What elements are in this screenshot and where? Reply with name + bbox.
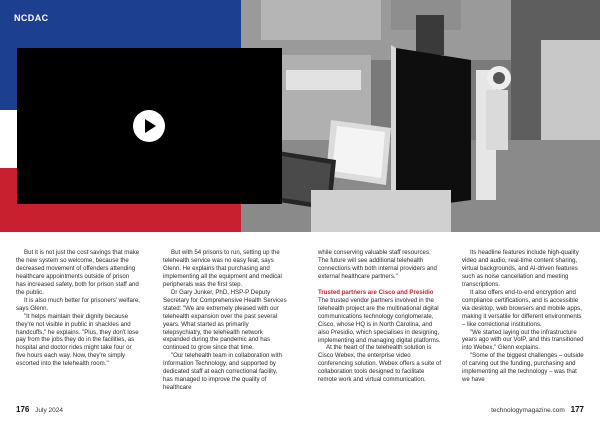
play-icon[interactable] [133, 110, 165, 142]
paragraph: It is also much better for prisoners' welfare, says Glenn. [16, 296, 140, 312]
article-column-4 [462, 249, 586, 384]
paragraph: "It helps maintain their dignity because they're not visible in public in shackles and handcuffs," he explains. "Plus, they don't lose pay from the jobs they do in the facilities, as hospital and doctor rides might take four or five hours each way. Now, they're simply escorted into the telehealth room." [16, 312, 139, 368]
section-tag: NCDAC [14, 13, 49, 23]
paragraph: while conserving valuable staff resources. The future will see additional telehealth connections with both internal providers and external healthcare partners." [318, 249, 437, 280]
paragraph: But it is not just the cost savings that make the new system so welcome, because the decreased movement of offenders attending healthcare appointments outside of prison has increased safety, both for prison staff and the public. [16, 249, 140, 296]
article-column-3 [318, 249, 442, 384]
telehealth-cart-photo [241, 0, 600, 232]
footer-left [16, 405, 63, 414]
section-heading: Trusted partners are Cisco and Presidio [318, 288, 434, 296]
page-number-left: 176 [16, 405, 30, 414]
paragraph: "We started laying out the infrastructure years ago with our VoIP, and this transitioned into Webex," Glenn explains. [462, 328, 584, 352]
issue-date: July 2024 [35, 407, 63, 414]
paragraph: At the heart of the telehealth solution is Cisco Webex, the enterprise video conferencing solution. Webex offers a suite of collaboration tools designed to facilitate remote work and virtual communication. [318, 344, 442, 384]
video-player[interactable] [17, 48, 282, 204]
page-number-right: 177 [570, 405, 584, 414]
paragraph: Its headline features include high-quality video and audio, real-time content sharing, virtual backgrounds, and AI-driven features such as noise cancellation and meeting transcriptions. [462, 249, 579, 288]
paragraph: It also offers end-to-end encryption and compliance certifications, and is accessible via desktop, web browsers and mobile apps, making it versatile for different environments – like correctional institutions. [462, 288, 582, 328]
paragraph: But with 54 prisons to run, setting up the telehealth service was no easy feat, says Glenn. He explains that purchasing and implementing all the equipment and medical peripherals was the first step. [163, 249, 282, 288]
site-url[interactable]: technologymagazine.com [491, 407, 565, 414]
footer-right [491, 405, 584, 414]
paragraph: Dr Gary Junker, PhD, HSP-P Deputy Secretary for Comprehensive Health Services stated: "We are extremely pleased with our telehealth expansion over the past several years. What started as primarily telepsychiatry, the telehealth network expanded during the pandemic and has continued to grow since that time. [163, 288, 287, 352]
article-column-1 [16, 249, 140, 368]
paragraph: The trusted vendor partners involved in the telehealth project are the multinational digital communications technology conglomerate, Cisco, whose HQ is in North Carolina, and also Presidio, which specialises in designing, implementing and managing digital platforms. [318, 296, 441, 344]
telehealth-cart-illustration [241, 0, 600, 232]
paragraph: "Some of the biggest challenges – outside of carving out the funding, purchasing and implementing all the technology – was that we have [462, 352, 584, 384]
article-column-2 [163, 249, 287, 392]
paragraph: "Our telehealth team in collaboration with Information Technology, and supported by dedicated staff at each correctional facility, has managed to improve the quality of healthcare [163, 352, 282, 392]
